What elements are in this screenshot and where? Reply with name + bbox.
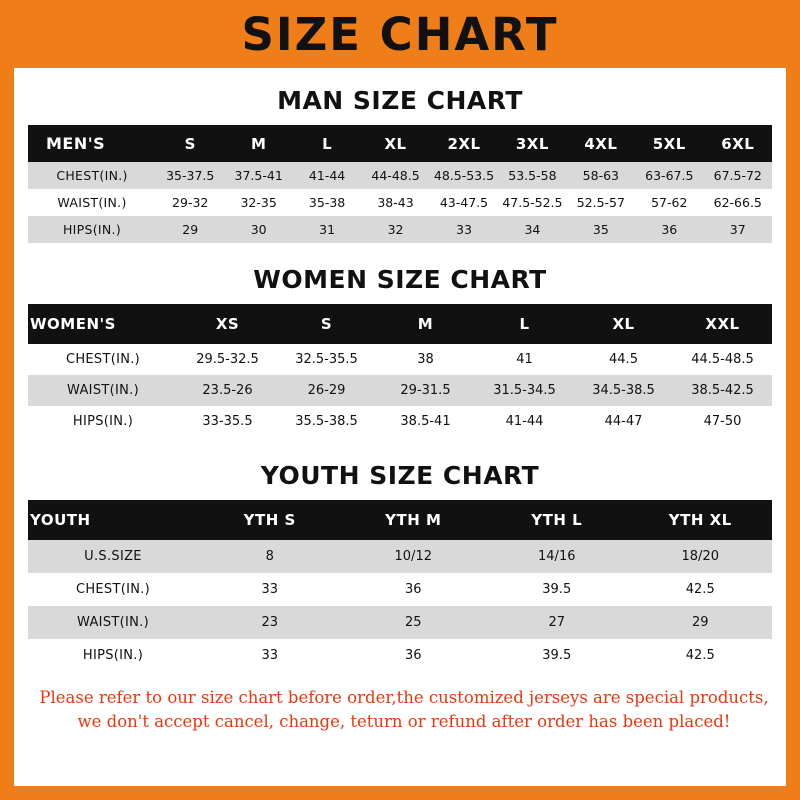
women-section-title: WOMEN SIZE CHART bbox=[253, 265, 547, 294]
men-row-2-cell-2: 31 bbox=[293, 216, 361, 243]
men-row-0-cell-1: 37.5-41 bbox=[224, 162, 292, 189]
youth-row-2-label: WAIST(IN.) bbox=[28, 606, 198, 639]
men-header-5: 2XL bbox=[430, 125, 498, 162]
women-header-6: XXL bbox=[673, 304, 772, 344]
men-row-2-cell-3: 32 bbox=[361, 216, 429, 243]
youth-row-2-cell-1: 25 bbox=[342, 606, 486, 639]
table-row bbox=[28, 162, 772, 189]
men-row-2-cell-7: 36 bbox=[635, 216, 703, 243]
women-row-0-cell-3: 41 bbox=[475, 344, 574, 375]
youth-header-3: YTH L bbox=[485, 500, 629, 540]
women-row-0-label: CHEST(IN.) bbox=[28, 344, 178, 375]
men-size-table bbox=[28, 125, 772, 243]
table-row bbox=[28, 573, 772, 606]
women-row-0-cell-0: 29.5-32.5 bbox=[178, 344, 277, 375]
table-row bbox=[28, 606, 772, 639]
men-header-0: MEN'S bbox=[28, 125, 156, 162]
men-row-0-cell-6: 58-63 bbox=[567, 162, 635, 189]
youth-row-2-cell-2: 27 bbox=[485, 606, 629, 639]
men-row-2-cell-6: 35 bbox=[567, 216, 635, 243]
men-header-3: L bbox=[293, 125, 361, 162]
men-header-1: S bbox=[156, 125, 224, 162]
men-row-0-cell-0: 35-37.5 bbox=[156, 162, 224, 189]
youth-row-2-cell-0: 23 bbox=[198, 606, 342, 639]
women-row-0-cell-2: 38 bbox=[376, 344, 475, 375]
youth-row-3-cell-2: 39.5 bbox=[485, 639, 629, 672]
men-row-0-cell-8: 67.5-72 bbox=[704, 162, 773, 189]
table-row bbox=[28, 540, 772, 573]
bottom-accent-bar bbox=[0, 786, 800, 800]
men-row-0-label: CHEST(IN.) bbox=[28, 162, 156, 189]
women-row-2-cell-5: 47-50 bbox=[673, 406, 772, 437]
women-row-2-cell-2: 38.5-41 bbox=[376, 406, 475, 437]
women-row-1-cell-3: 31.5-34.5 bbox=[475, 375, 574, 406]
youth-row-1-cell-2: 39.5 bbox=[485, 573, 629, 606]
youth-row-1-cell-0: 33 bbox=[198, 573, 342, 606]
women-row-0-cell-1: 32.5-35.5 bbox=[277, 344, 376, 375]
youth-row-0-label: U.S.SIZE bbox=[28, 540, 198, 573]
men-row-2-cell-0: 29 bbox=[156, 216, 224, 243]
women-row-2-cell-1: 35.5-38.5 bbox=[277, 406, 376, 437]
youth-header-1: YTH S bbox=[198, 500, 342, 540]
men-row-1-cell-3: 38-43 bbox=[361, 189, 429, 216]
women-header-5: XL bbox=[574, 304, 673, 344]
women-header-3: M bbox=[376, 304, 475, 344]
table-row bbox=[28, 639, 772, 672]
women-header-4: L bbox=[475, 304, 574, 344]
men-row-1-cell-8: 62-66.5 bbox=[704, 189, 773, 216]
women-row-0-cell-4: 44.5 bbox=[574, 344, 673, 375]
men-section-title: MAN SIZE CHART bbox=[277, 86, 523, 115]
table-header-row bbox=[28, 304, 772, 344]
men-row-1-cell-1: 32-35 bbox=[224, 189, 292, 216]
men-row-1-cell-5: 47.5-52.5 bbox=[498, 189, 566, 216]
youth-row-3-label: HIPS(IN.) bbox=[28, 639, 198, 672]
youth-size-table bbox=[28, 500, 772, 672]
youth-row-1-label: CHEST(IN.) bbox=[28, 573, 198, 606]
men-header-6: 3XL bbox=[498, 125, 566, 162]
men-header-4: XL bbox=[361, 125, 429, 162]
footer-note bbox=[28, 686, 780, 734]
youth-row-0-cell-3: 18/20 bbox=[629, 540, 773, 573]
women-row-1-cell-5: 38.5-42.5 bbox=[673, 375, 772, 406]
youth-row-1-cell-1: 36 bbox=[342, 573, 486, 606]
men-header-8: 5XL bbox=[635, 125, 703, 162]
men-row-0-cell-7: 63-67.5 bbox=[635, 162, 703, 189]
youth-row-3-cell-3: 42.5 bbox=[629, 639, 773, 672]
footer-note-line2: we don't accept cancel, change, teturn or refund after order has been placed! bbox=[77, 711, 731, 731]
table-row bbox=[28, 406, 772, 437]
youth-row-3-cell-0: 33 bbox=[198, 639, 342, 672]
youth-header-4: YTH XL bbox=[629, 500, 773, 540]
table-header-row bbox=[28, 125, 772, 162]
women-row-2-label: HIPS(IN.) bbox=[28, 406, 178, 437]
table-row bbox=[28, 189, 772, 216]
youth-header-0: YOUTH bbox=[28, 500, 198, 540]
women-size-table bbox=[28, 304, 772, 437]
table-row bbox=[28, 216, 772, 243]
page-title: SIZE CHART bbox=[241, 7, 559, 61]
youth-row-2-cell-3: 29 bbox=[629, 606, 773, 639]
men-header-2: M bbox=[224, 125, 292, 162]
footer-note-line1: Please refer to our size chart before order,the customized jerseys are special products, bbox=[39, 688, 769, 707]
women-row-2-cell-4: 44-47 bbox=[574, 406, 673, 437]
youth-row-0-cell-2: 14/16 bbox=[485, 540, 629, 573]
men-row-2-cell-5: 34 bbox=[498, 216, 566, 243]
men-row-2-cell-8: 37 bbox=[704, 216, 773, 243]
women-row-0-cell-5: 44.5-48.5 bbox=[673, 344, 772, 375]
table-header-row bbox=[28, 500, 772, 540]
men-row-0-cell-5: 53.5-58 bbox=[498, 162, 566, 189]
women-header-1: XS bbox=[178, 304, 277, 344]
youth-row-3-cell-1: 36 bbox=[342, 639, 486, 672]
women-row-1-label: WAIST(IN.) bbox=[28, 375, 178, 406]
youth-row-1-cell-3: 42.5 bbox=[629, 573, 773, 606]
content bbox=[14, 68, 786, 786]
women-row-1-cell-2: 29-31.5 bbox=[376, 375, 475, 406]
men-row-2-cell-1: 30 bbox=[224, 216, 292, 243]
men-row-0-cell-3: 44-48.5 bbox=[361, 162, 429, 189]
men-row-2-cell-4: 33 bbox=[430, 216, 498, 243]
men-row-1-cell-2: 35-38 bbox=[293, 189, 361, 216]
men-row-1-cell-0: 29-32 bbox=[156, 189, 224, 216]
men-row-1-cell-6: 52.5-57 bbox=[567, 189, 635, 216]
youth-row-0-cell-1: 10/12 bbox=[342, 540, 486, 573]
banner bbox=[0, 0, 800, 68]
men-row-0-cell-2: 41-44 bbox=[293, 162, 361, 189]
men-row-1-label: WAIST(IN.) bbox=[28, 189, 156, 216]
men-row-0-cell-4: 48.5-53.5 bbox=[430, 162, 498, 189]
youth-header-2: YTH M bbox=[342, 500, 486, 540]
women-header-0: WOMEN'S bbox=[28, 304, 178, 344]
table-row bbox=[28, 375, 772, 406]
men-row-2-label: HIPS(IN.) bbox=[28, 216, 156, 243]
women-row-1-cell-4: 34.5-38.5 bbox=[574, 375, 673, 406]
spacer bbox=[28, 734, 772, 786]
women-row-1-cell-0: 23.5-26 bbox=[178, 375, 277, 406]
women-row-2-cell-3: 41-44 bbox=[475, 406, 574, 437]
women-row-1-cell-1: 26-29 bbox=[277, 375, 376, 406]
women-header-2: S bbox=[277, 304, 376, 344]
women-row-2-cell-0: 33-35.5 bbox=[178, 406, 277, 437]
youth-section-title: YOUTH SIZE CHART bbox=[260, 461, 540, 490]
men-header-9: 6XL bbox=[704, 125, 773, 162]
men-header-7: 4XL bbox=[567, 125, 635, 162]
men-row-1-cell-7: 57-62 bbox=[635, 189, 703, 216]
men-row-1-cell-4: 43-47.5 bbox=[430, 189, 498, 216]
table-row bbox=[28, 344, 772, 375]
youth-row-0-cell-0: 8 bbox=[198, 540, 342, 573]
